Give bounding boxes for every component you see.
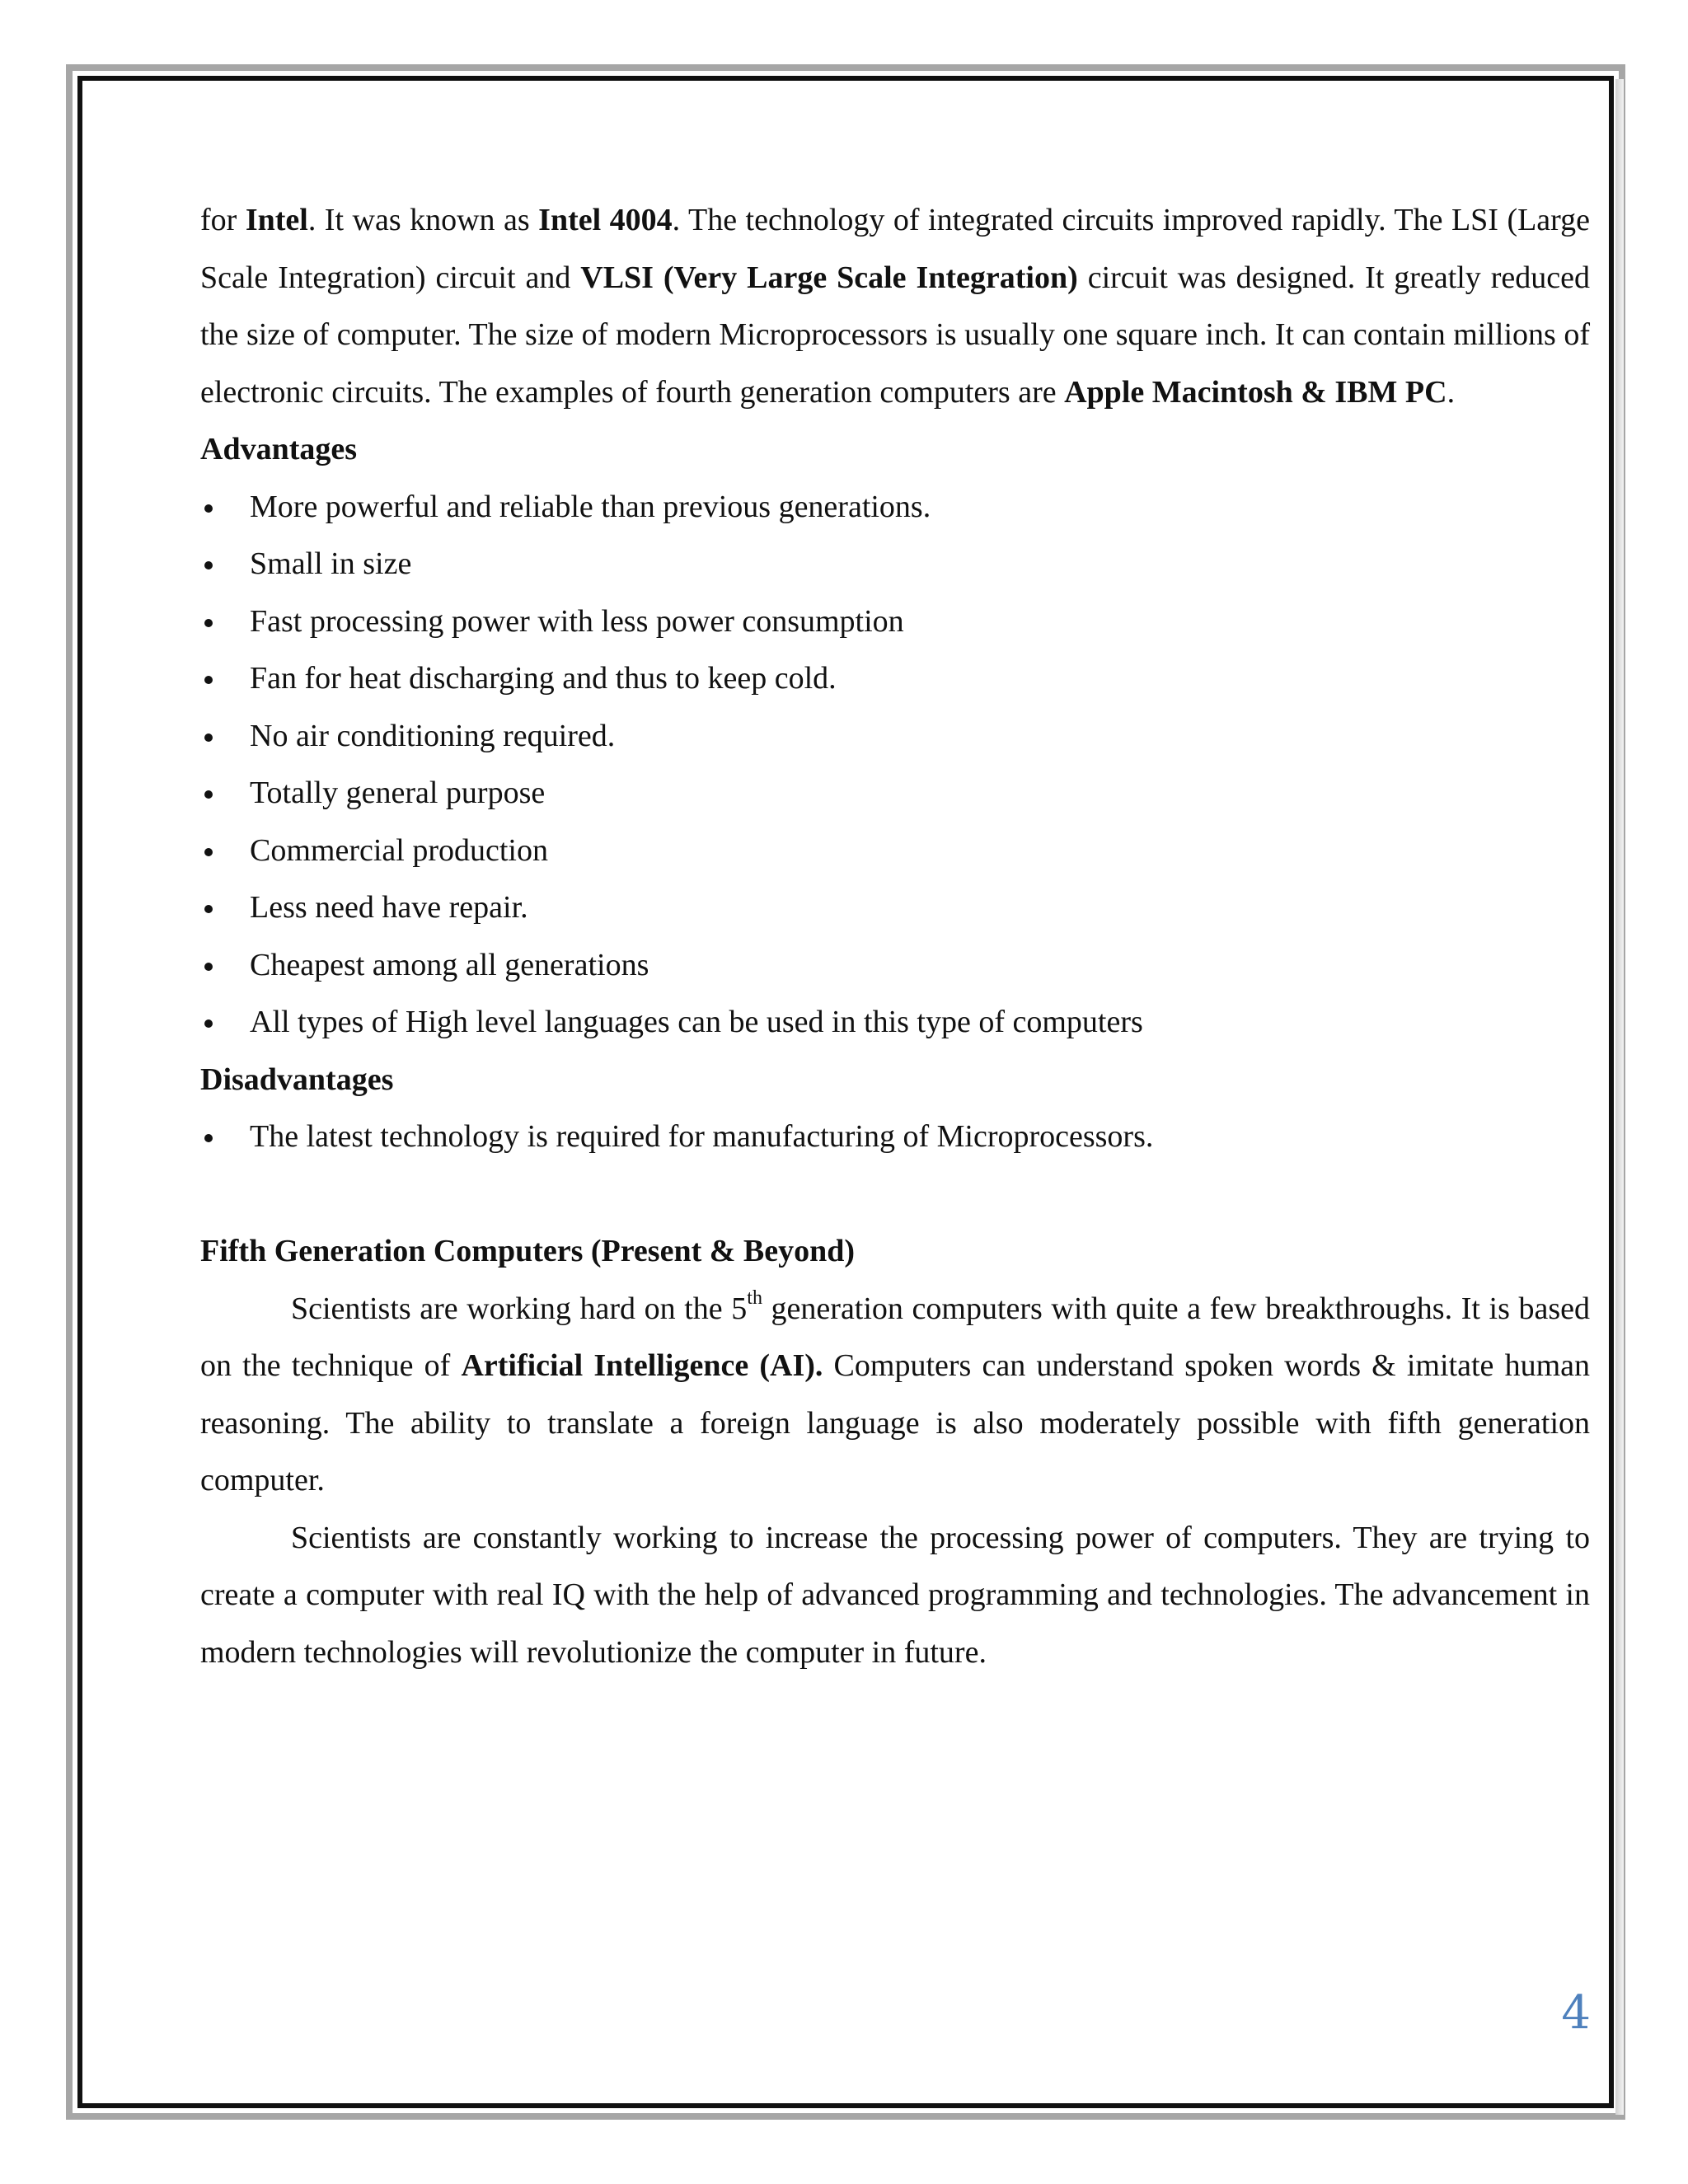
intro-bold-intel-4004: Intel 4004 bbox=[538, 203, 673, 237]
intro-text-1: for bbox=[200, 203, 246, 237]
page-border-shadow bbox=[1615, 79, 1624, 2115]
list-item-text: Small in size bbox=[250, 546, 412, 581]
intro-bold-intel: Intel bbox=[245, 203, 308, 237]
bullet-icon bbox=[204, 504, 213, 513]
list-item bbox=[200, 994, 1590, 1052]
list-item bbox=[200, 708, 1590, 766]
intro-text-2: . It was known as bbox=[307, 203, 539, 237]
bullet-icon bbox=[204, 561, 213, 569]
document-body bbox=[200, 192, 1590, 1681]
fifth-p1-superscript: th bbox=[747, 1286, 762, 1309]
intro-bold-apple-ibm: Apple Macintosh & IBM PC bbox=[1064, 374, 1447, 410]
intro-paragraph bbox=[200, 192, 1590, 421]
fifth-paragraph-1 bbox=[200, 1281, 1590, 1510]
list-item-text: Commercial production bbox=[250, 832, 548, 868]
list-item bbox=[200, 823, 1590, 880]
list-item-text: Cheapest among all generations bbox=[250, 947, 649, 982]
list-item bbox=[200, 479, 1590, 537]
bullet-icon bbox=[204, 905, 213, 913]
list-item-text: No air conditioning required. bbox=[250, 718, 616, 753]
fifth-p1-text-3: Computers can understand spoken words & imitate human reasoning. The ability to translate a foreign language is also moderately possible with fifth generation computer. bbox=[200, 1348, 1590, 1497]
advantages-heading: Advantages bbox=[200, 432, 358, 466]
intro-text-5: . bbox=[1447, 374, 1456, 410]
list-item-text: More powerful and reliable than previous generations. bbox=[250, 489, 931, 524]
bullet-icon bbox=[204, 733, 213, 742]
list-item bbox=[200, 765, 1590, 823]
list-item-text: Fan for heat discharging and thus to keep cold. bbox=[250, 661, 837, 696]
bullet-icon bbox=[204, 619, 213, 627]
list-item-text: Totally general purpose bbox=[250, 776, 546, 810]
list-item-text: Less need have repair. bbox=[250, 890, 528, 925]
bullet-icon bbox=[204, 848, 213, 856]
page-number: 4 bbox=[1561, 1986, 1591, 2040]
bullet-icon bbox=[204, 1134, 213, 1142]
list-item-text: The latest technology is required for manufacturing of Microprocessors. bbox=[250, 1119, 1154, 1154]
list-item bbox=[200, 937, 1590, 995]
fifth-p1-text-1: Scientists are working hard on the 5 bbox=[291, 1291, 748, 1326]
fifth-p1-text-2: generation computers with quite a few breakthroughs. It is based on the technique of bbox=[200, 1291, 1590, 1383]
list-item bbox=[200, 536, 1590, 593]
disadvantages-heading: Disadvantages bbox=[200, 1062, 394, 1097]
list-item bbox=[200, 593, 1590, 651]
bullet-icon bbox=[204, 963, 213, 971]
list-item bbox=[200, 1108, 1590, 1166]
list-item bbox=[200, 650, 1590, 708]
list-item-text: Fast processing power with less power consumption bbox=[250, 603, 904, 639]
fifth-paragraph-2: Scientists are constantly working to increase the processing power of computers. They are trying to create a computer with real IQ with the help of advanced programming and technologies. The advancement in modern technologies will revolutionize the computer in future. bbox=[200, 1520, 1590, 1670]
bullet-icon bbox=[204, 790, 213, 799]
intro-text-4: circuit was designed. It greatly reduced the size of computer. The size of modern Microprocessors is usually one square inch. It can contain millions of electronic circuits. The examples of fourth generation computers are bbox=[200, 260, 1590, 410]
fifth-p1-bold-ai: Artificial Intelligence (AI). bbox=[461, 1348, 823, 1383]
disadvantages-list bbox=[200, 1108, 1590, 1166]
bullet-icon bbox=[204, 676, 213, 684]
intro-bold-vlsi: VLSI (Very Large Scale Integration) bbox=[580, 260, 1078, 295]
list-item-text: All types of High level languages can be used in this type of computers bbox=[250, 1005, 1143, 1039]
fifth-generation-heading: Fifth Generation Computers (Present & Beyond) bbox=[200, 1234, 856, 1268]
intro-text-3: . The technology of integrated circuits improved rapidly. The LSI (Large Scale Integration) circuit and bbox=[200, 203, 1591, 295]
list-item bbox=[200, 879, 1590, 937]
advantages-list bbox=[200, 479, 1590, 1052]
bullet-icon bbox=[204, 1019, 213, 1028]
